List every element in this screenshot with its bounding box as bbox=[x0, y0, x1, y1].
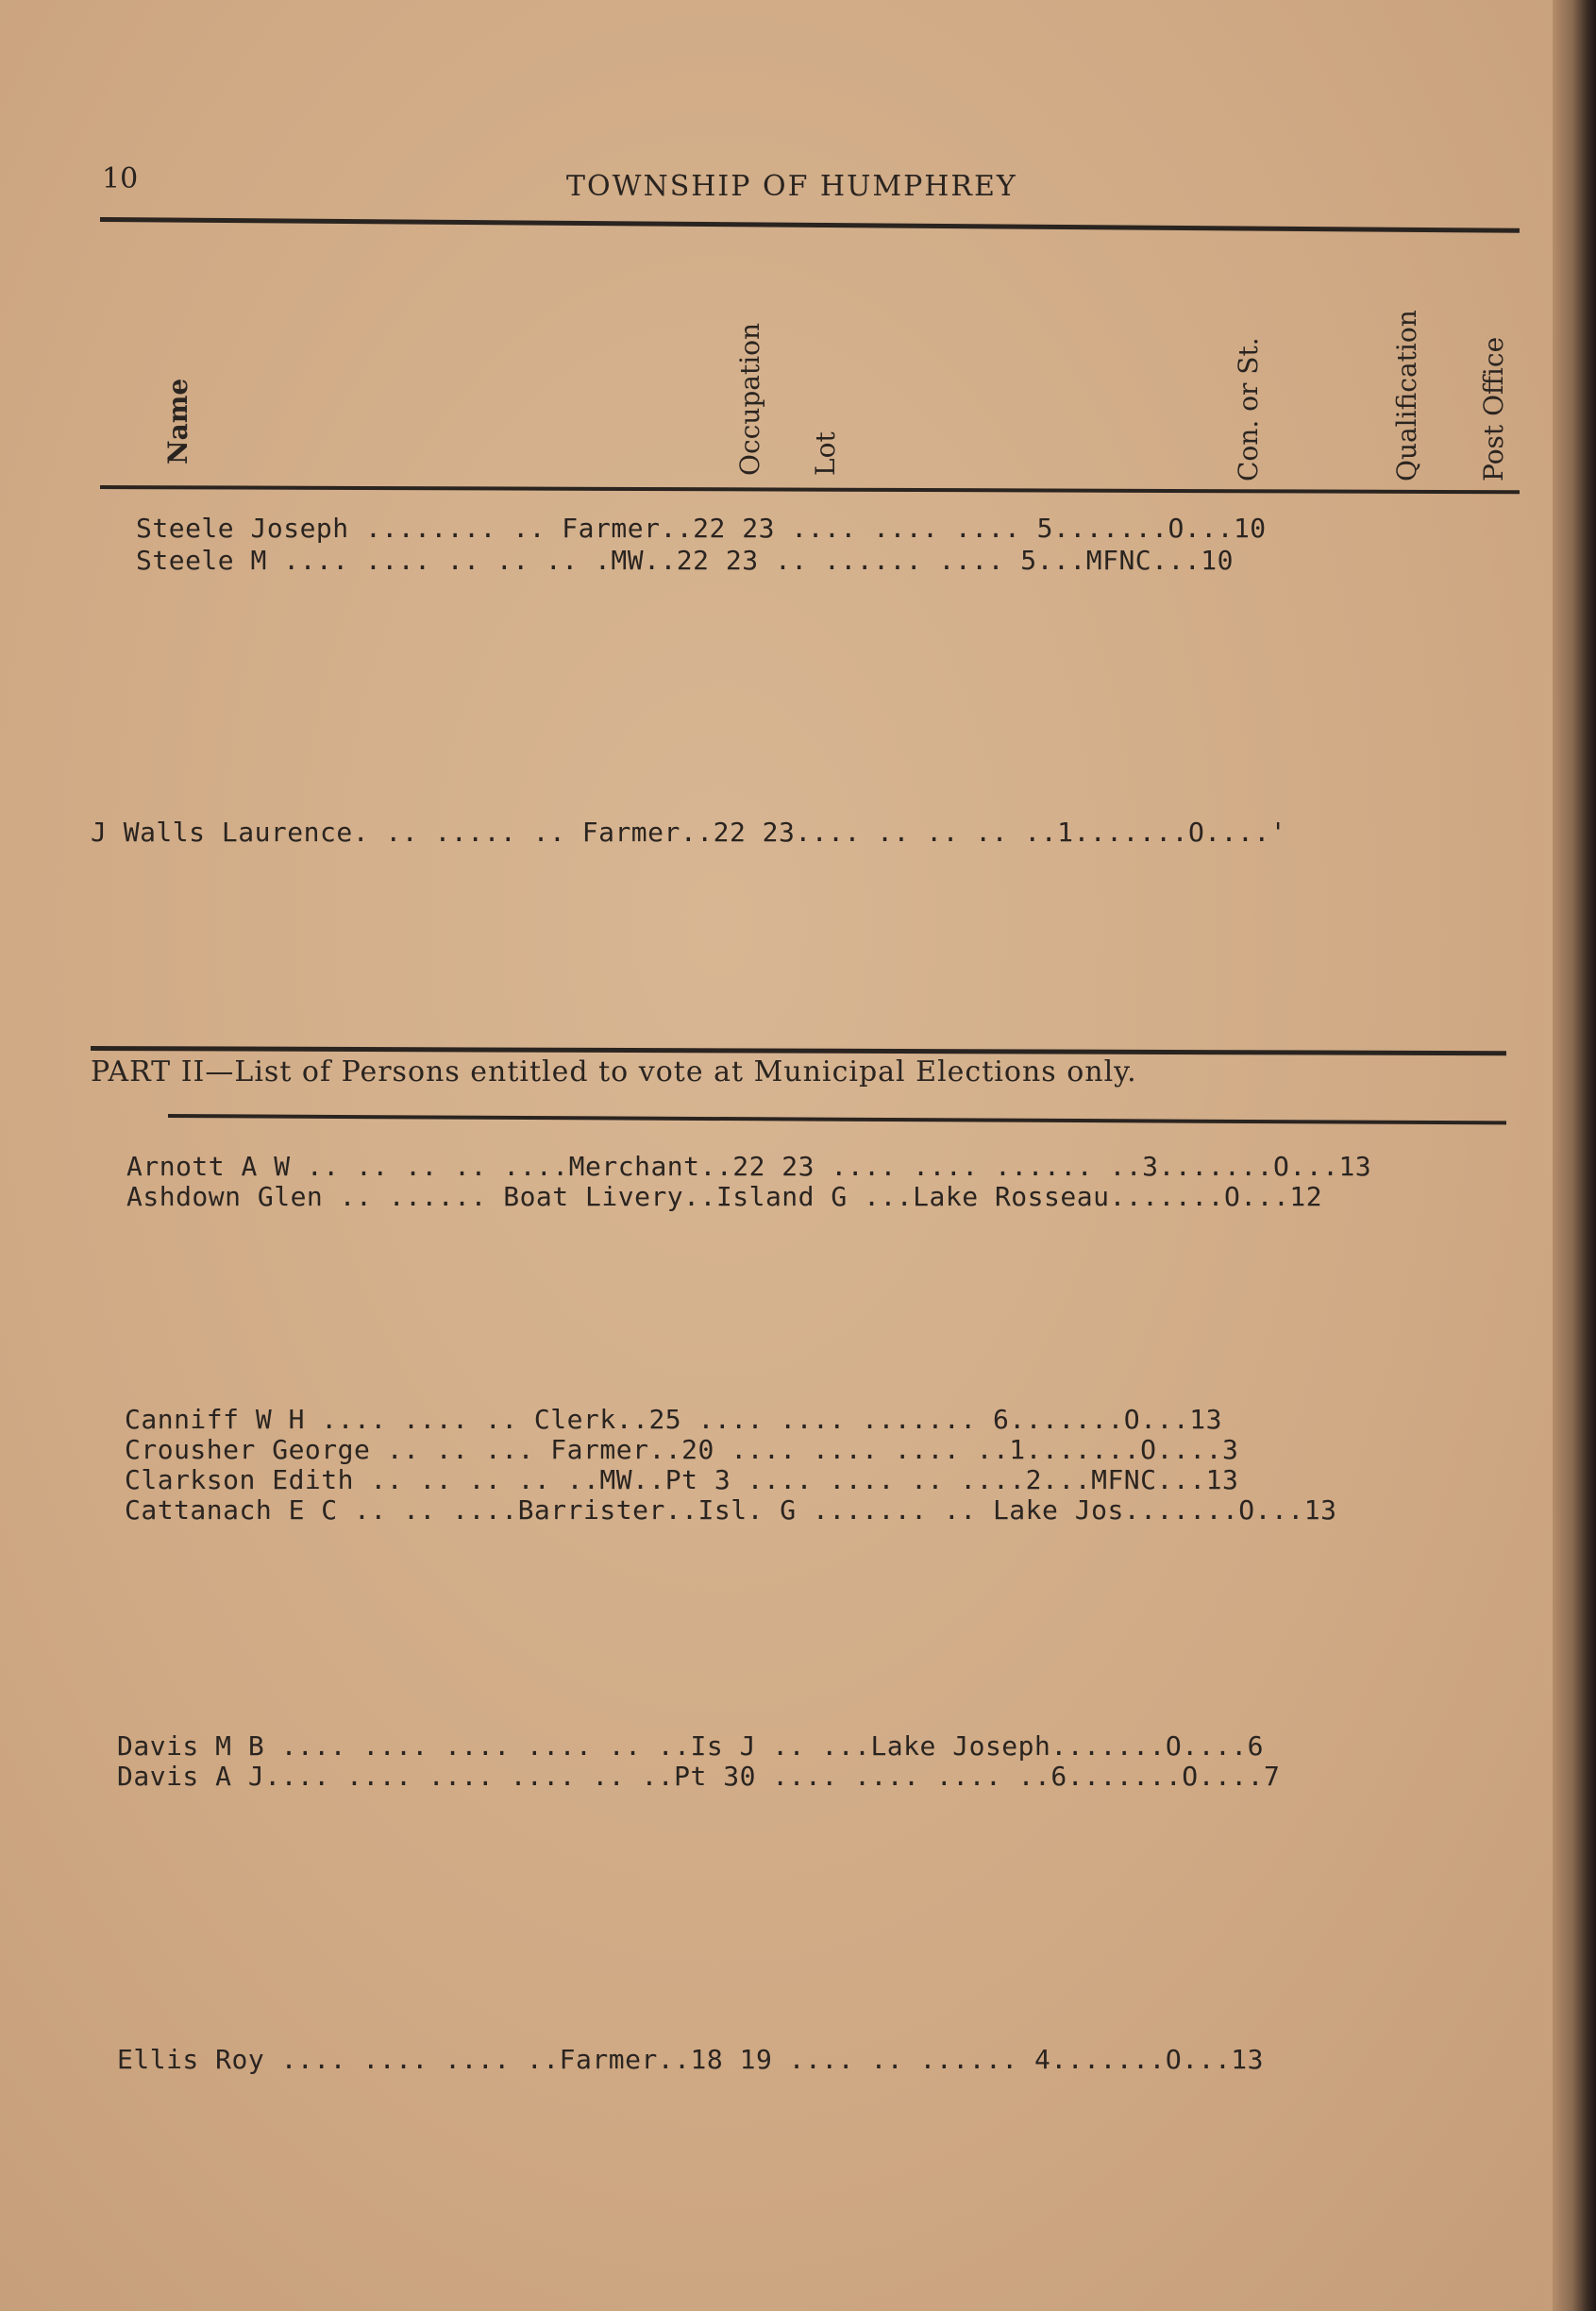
column-header-rule bbox=[100, 485, 1520, 494]
list-item: J Walls Laurence. .. ..... .. Farmer..22 23.... .. .. .. ..1.......O....' bbox=[91, 817, 1287, 848]
list-item: Steele M .... .... .. .. .. .MW..22 23 .. ...... .... 5...MFNC...10 bbox=[136, 545, 1234, 576]
column-header-post-office: Post Office bbox=[1478, 336, 1509, 481]
list-item: Davis A J.... .... .... .... .. ..Pt 30 .... .... .... ..6.......O....7 bbox=[117, 1761, 1281, 1792]
list-item: Steele Joseph ........ .. Farmer..22 23 .... .... .... 5.......O...10 bbox=[136, 513, 1267, 544]
column-header-con: Con. or St. bbox=[1233, 337, 1264, 481]
list-item: Davis M B .... .... .... .... .. ..Is J .. ...Lake Joseph.......O....6 bbox=[117, 1730, 1265, 1762]
section-heading-rule bbox=[168, 1114, 1506, 1124]
list-item: Crousher George .. .. ... Farmer..20 .... .... .... ..1.......O....3 bbox=[125, 1434, 1239, 1465]
list-item: Clarkson Edith .. .. .. .. ..MW..Pt 3 .... .... .. ....2...MFNC...13 bbox=[125, 1464, 1239, 1495]
section-heading: PART II—List of Persons entitled to vote at Municipal Elections only. bbox=[91, 1055, 1137, 1088]
column-header-occupation: Occupation bbox=[734, 322, 765, 476]
list-item: Ellis Roy .... .... .... ..Farmer..18 19 .... .. ...... 4.......O...13 bbox=[117, 2044, 1265, 2075]
list-item: Canniff W H .... .... .. Clerk..25 .... .... ....... 6.......O...13 bbox=[125, 1404, 1222, 1435]
book-spine-shadow bbox=[1553, 0, 1596, 2311]
list-item: Cattanach E C .. .. ....Barrister..Isl. G ....... .. Lake Jos.......O...13 bbox=[125, 1494, 1337, 1526]
header-rule bbox=[100, 217, 1520, 233]
column-header-lot: Lot bbox=[810, 431, 841, 476]
list-item: Ashdown Glen .. ...... Boat Livery..Island G ...Lake Rosseau.......O...12 bbox=[126, 1181, 1323, 1212]
page-title: TOWNSHIP OF HUMPHREY bbox=[566, 170, 1017, 203]
list-item: Arnott A W .. .. .. .. ....Merchant..22 23 .... .... ...... ..3.......O...13 bbox=[126, 1151, 1372, 1182]
column-header-qualification: Qualification bbox=[1391, 310, 1422, 481]
page-number: 10 bbox=[102, 162, 139, 195]
column-header-name: Name bbox=[162, 378, 193, 464]
section-rule bbox=[91, 1046, 1506, 1055]
